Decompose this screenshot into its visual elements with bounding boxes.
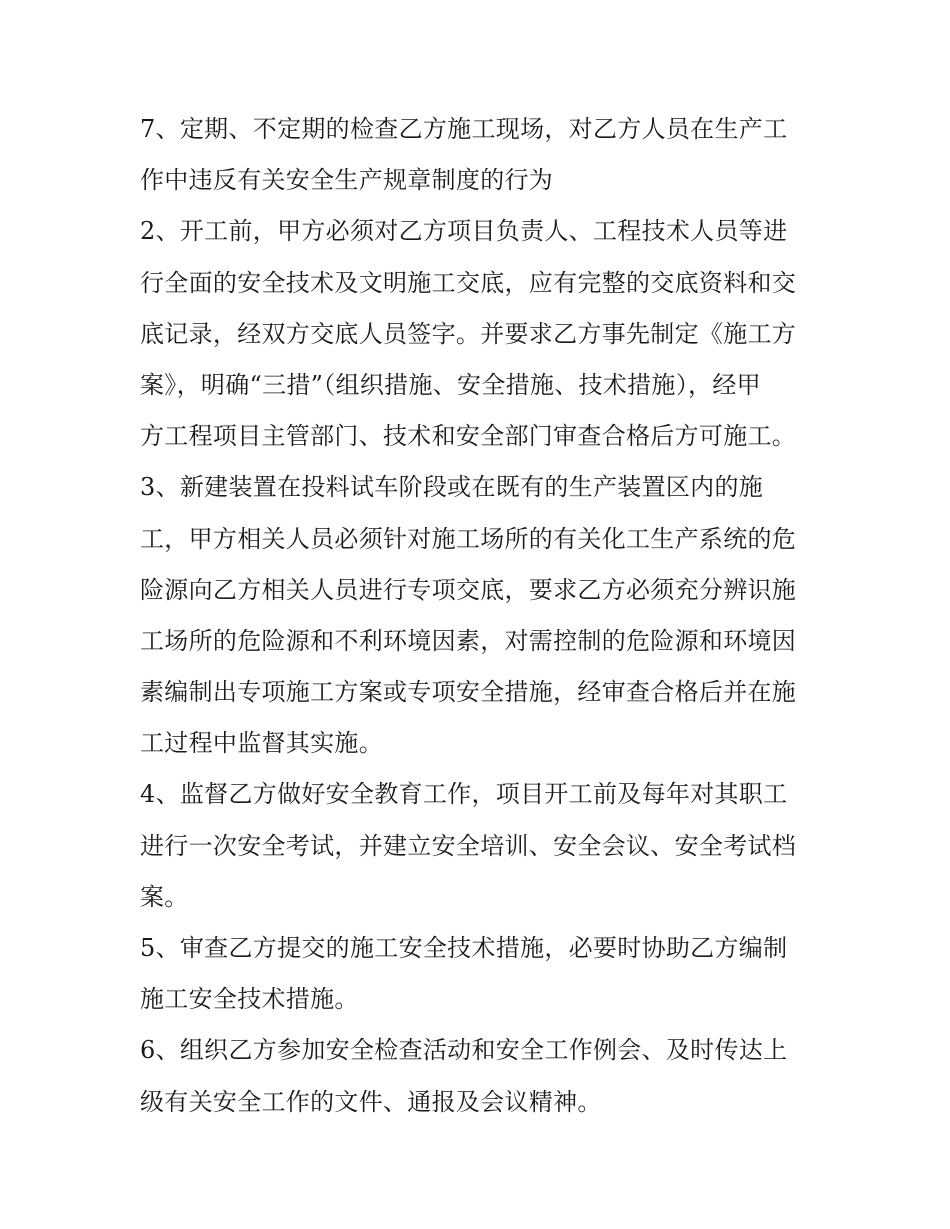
paragraph-item-5 xyxy=(140,923,815,1025)
paragraph-line: 5、审查乙方提交的施工安全技术措施，必要时协助乙方编制 xyxy=(140,934,788,962)
paragraph-line: 进行一次安全考试，并建立安全培训、安全会议、安全考试档 xyxy=(140,831,797,860)
paragraph-line: 2、开工前，甲方必须对乙方项目负责人、工程技术人员等进 xyxy=(140,217,788,246)
paragraph-line: 工，甲方相关人员必须针对施工场所的有关化工生产系统的危 xyxy=(140,524,797,553)
paragraph-line: 素编制出专项施工方案或专项安全措施，经审查合格后并在施 xyxy=(140,678,797,707)
paragraph-line: 6、组织乙方参加安全检查活动和安全工作例会、及时传达上 xyxy=(140,1036,788,1065)
paragraph-line: 作中违反有关安全生产规章制度的行为 xyxy=(140,166,554,195)
paragraph-item-3 xyxy=(140,462,815,769)
paragraph-item-7 xyxy=(140,104,815,206)
paragraph-line: 施工安全技术措施。 xyxy=(140,985,359,1014)
paragraph-line: 行全面的安全技术及文明施工交底，应有完整的交底资料和交 xyxy=(140,268,797,297)
paragraph-line: 底记录，经双方交底人员签字。并要求乙方事先制定《施工方 xyxy=(140,319,797,348)
document-body xyxy=(140,104,815,1128)
paragraph-line: 3、新建装置在投料试车阶段或在既有的生产装置区内的施 xyxy=(140,473,764,502)
paragraph-line: 案》，明确“三措”（组织措施、安全措施、技术措施），经甲 xyxy=(140,370,761,399)
paragraph-line: 案。 xyxy=(140,882,189,911)
paragraph-line: 工过程中监督其实施。 xyxy=(140,729,383,758)
paragraph-line: 7、定期、不定期的检查乙方施工现场，对乙方人员在生产工 xyxy=(140,115,788,143)
paragraph-line: 工场所的危险源和不利环境因素，对需控制的危险源和环境因 xyxy=(140,626,797,655)
paragraph-item-2 xyxy=(140,206,815,462)
paragraph-item-6 xyxy=(140,1025,815,1127)
paragraph-item-4 xyxy=(140,769,815,923)
paragraph-line: 4、监督乙方做好安全教育工作，项目开工前及每年对其职工 xyxy=(140,780,788,809)
paragraph-line: 险源向乙方相关人员进行专项交底，要求乙方必须充分辨识施 xyxy=(140,575,797,604)
paragraph-line: 方工程项目主管部门、技术和安全部门审查合格后方可施工。 xyxy=(140,422,797,451)
paragraph-line: 级有关安全工作的文件、通报及会议精神。 xyxy=(140,1087,602,1116)
